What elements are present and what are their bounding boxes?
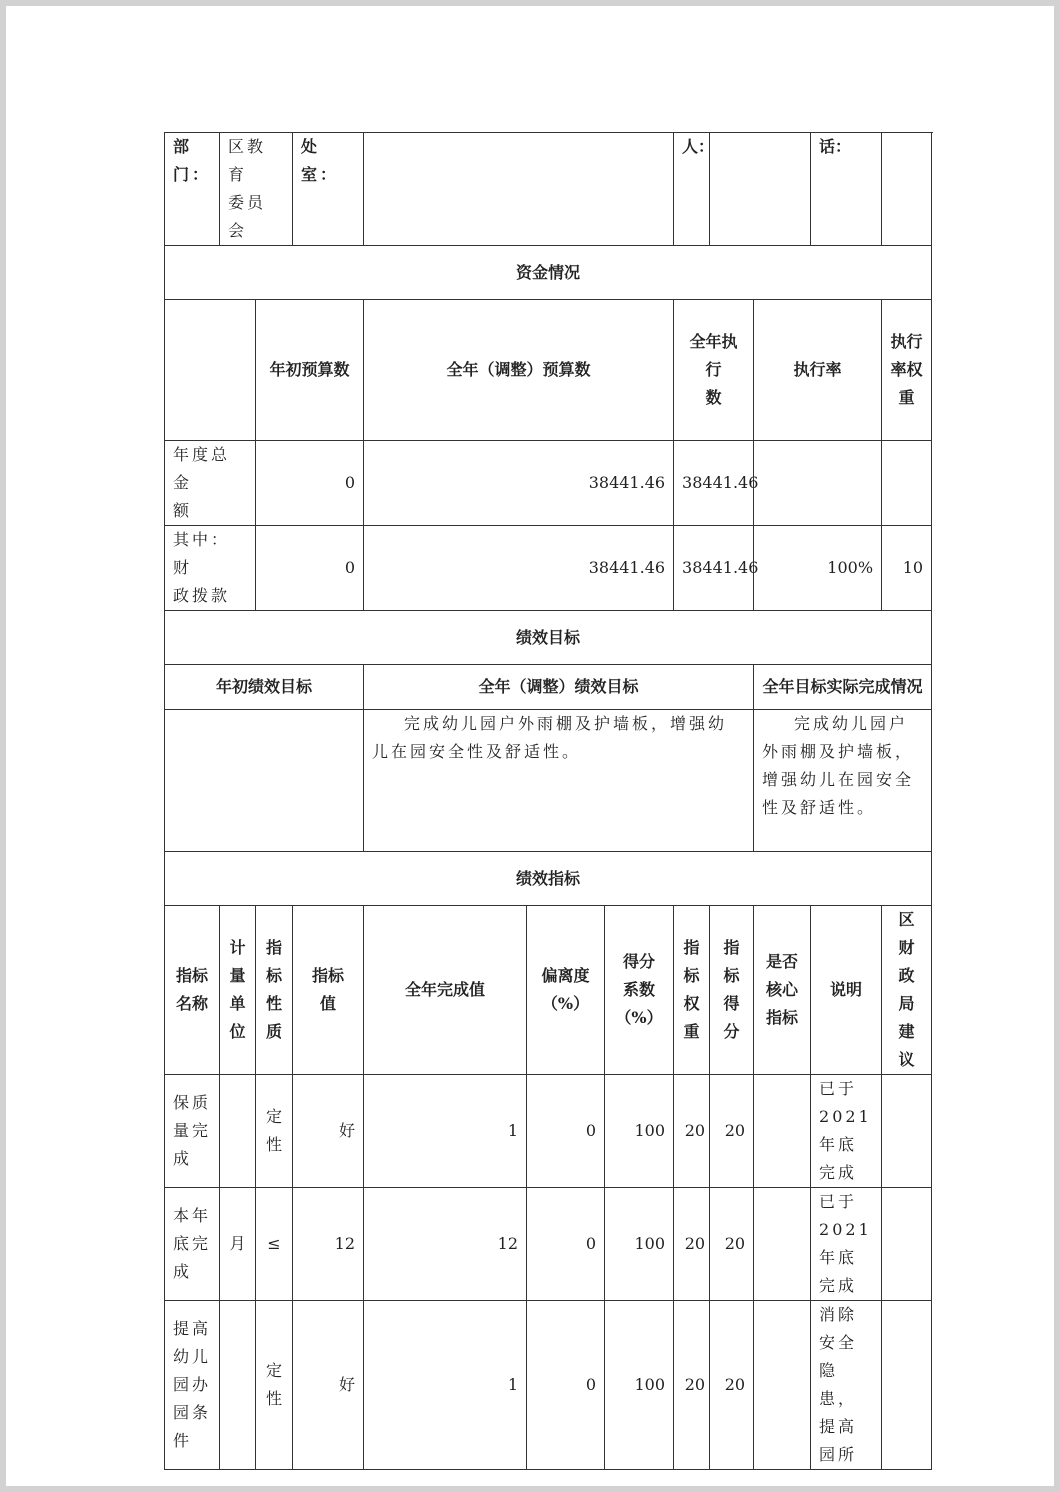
funds-initial-cell: 0 [256, 526, 364, 611]
ind-header-advice: 区 财 政 局 建 议 [882, 906, 932, 1075]
funds-rate-cell: 100% [754, 526, 882, 611]
ind-note-cell: 已于 2021 年底 完成 [811, 1188, 882, 1301]
funds-title-row [165, 246, 932, 300]
ind-unit-cell [220, 1301, 256, 1470]
ind-advice-cell [882, 1301, 932, 1470]
ind-weight-cell: 20 [674, 1075, 710, 1188]
ind-core-cell [754, 1075, 811, 1188]
funds-header-weight: 执行 率权 重 [882, 300, 932, 441]
ind-core-cell [754, 1301, 811, 1470]
funds-row-name: 年度总金 额 [165, 441, 256, 526]
goal-initial-text [165, 710, 364, 852]
office-value [364, 133, 674, 246]
funds-initial-cell: 0 [256, 441, 364, 526]
document-page [6, 6, 1054, 1486]
ind-name-cell: 保质 量完 成 [165, 1075, 220, 1188]
funds-row-name: 其中：财 政拨款 [165, 526, 256, 611]
ind-value-cell: 好 [293, 1301, 364, 1470]
ind-header-unit: 计 量 单 位 [220, 906, 256, 1075]
funds-header-rate: 执行率 [754, 300, 882, 441]
ind-coef-cell: 100 [605, 1301, 674, 1470]
ind-header-core: 是否 核心 指标 [754, 906, 811, 1075]
funds-header-initial: 年初预算数 [256, 300, 364, 441]
ind-header-deviation: 偏离度 （%） [527, 906, 605, 1075]
funds-weight-cell [882, 441, 932, 526]
ind-advice-cell [882, 1075, 932, 1188]
goal-adjusted-text: 完成幼儿园户外雨棚及护墙板，增强幼儿在园安全性及舒适性。 [364, 710, 754, 852]
ind-note-cell: 已于 2021 年底 完成 [811, 1075, 882, 1188]
ind-coef-cell: 100 [605, 1188, 674, 1301]
ind-unit-cell [220, 1075, 256, 1188]
ind-score-cell: 20 [710, 1075, 754, 1188]
ind-header-name: 指标 名称 [165, 906, 220, 1075]
ind-weight-cell: 20 [674, 1188, 710, 1301]
indicators-section-title: 绩效指标 [165, 852, 932, 906]
funds-header-row [165, 300, 932, 441]
ind-header-score: 指 标 得 分 [710, 906, 754, 1075]
ind-header-coef: 得分 系数 （%） [605, 906, 674, 1075]
ind-note-cell: 消除 安全 隐 患， 提高 园所 [811, 1301, 882, 1470]
ind-advice-cell [882, 1188, 932, 1301]
ind-coef-cell: 100 [605, 1075, 674, 1188]
funds-rate-cell [754, 441, 882, 526]
ind-header-actual: 全年完成值 [364, 906, 527, 1075]
funds-executed-cell: 38441.46 [674, 441, 754, 526]
funds-header-executed: 全年执行 数 [674, 300, 754, 441]
dept-value: 区教育 委员会 [220, 133, 293, 246]
ind-header-note: 说明 [811, 906, 882, 1075]
ind-actual-cell: 12 [364, 1188, 527, 1301]
ind-header-nature: 指 标 性 质 [256, 906, 293, 1075]
ind-name-cell: 本年 底完 成 [165, 1188, 220, 1301]
goals-content-row [165, 710, 932, 852]
funds-header-blank [165, 300, 256, 441]
funds-row-fiscal [165, 526, 932, 611]
indicator-row [165, 1301, 932, 1470]
header-info-row [165, 133, 932, 246]
dept-label: 部 门： [165, 133, 220, 246]
funds-adjusted-cell: 38441.46 [364, 526, 674, 611]
indicator-row [165, 1188, 932, 1301]
person-label: 人： [674, 133, 710, 246]
ind-actual-cell: 1 [364, 1301, 527, 1470]
ind-score-cell: 20 [710, 1188, 754, 1301]
ind-score-cell: 20 [710, 1301, 754, 1470]
ind-nature-cell: ≤ [256, 1188, 293, 1301]
goals-section-title: 绩效目标 [165, 611, 932, 665]
funds-executed-cell: 38441.46 [674, 526, 754, 611]
funds-row-total [165, 441, 932, 526]
ind-name-cell: 提高 幼儿 园办 园条 件 [165, 1301, 220, 1470]
funds-weight-cell: 10 [882, 526, 932, 611]
goals-header-initial: 年初绩效目标 [165, 665, 364, 710]
ind-deviation-cell: 0 [527, 1301, 605, 1470]
phone-label: 话： [811, 133, 882, 246]
indicators-header-row [165, 906, 932, 1075]
person-value [710, 133, 811, 246]
goals-header-adjusted: 全年（调整）绩效目标 [364, 665, 754, 710]
funds-header-adjusted: 全年（调整）预算数 [364, 300, 674, 441]
ind-weight-cell: 20 [674, 1301, 710, 1470]
ind-value-cell: 好 [293, 1075, 364, 1188]
ind-core-cell [754, 1188, 811, 1301]
phone-value [882, 133, 932, 246]
ind-deviation-cell: 0 [527, 1075, 605, 1188]
performance-table [164, 132, 932, 1470]
goals-title-row [165, 611, 932, 665]
office-label: 处 室： [293, 133, 364, 246]
indicators-title-row [165, 852, 932, 906]
ind-deviation-cell: 0 [527, 1188, 605, 1301]
goals-header-actual: 全年目标实际完成情况 [754, 665, 932, 710]
ind-unit-cell: 月 [220, 1188, 256, 1301]
funds-section-title: 资金情况 [165, 246, 932, 300]
goals-header-row [165, 665, 932, 710]
funds-adjusted-cell: 38441.46 [364, 441, 674, 526]
ind-actual-cell: 1 [364, 1075, 527, 1188]
ind-nature-cell: 定 性 [256, 1301, 293, 1470]
indicator-row [165, 1075, 932, 1188]
ind-header-value: 指标 值 [293, 906, 364, 1075]
goal-actual-text: 完成幼儿园户外雨棚及护墙板，增强幼儿在园安全性及舒适性。 [754, 710, 932, 852]
ind-nature-cell: 定 性 [256, 1075, 293, 1188]
ind-header-weight: 指 标 权 重 [674, 906, 710, 1075]
ind-value-cell: 12 [293, 1188, 364, 1301]
